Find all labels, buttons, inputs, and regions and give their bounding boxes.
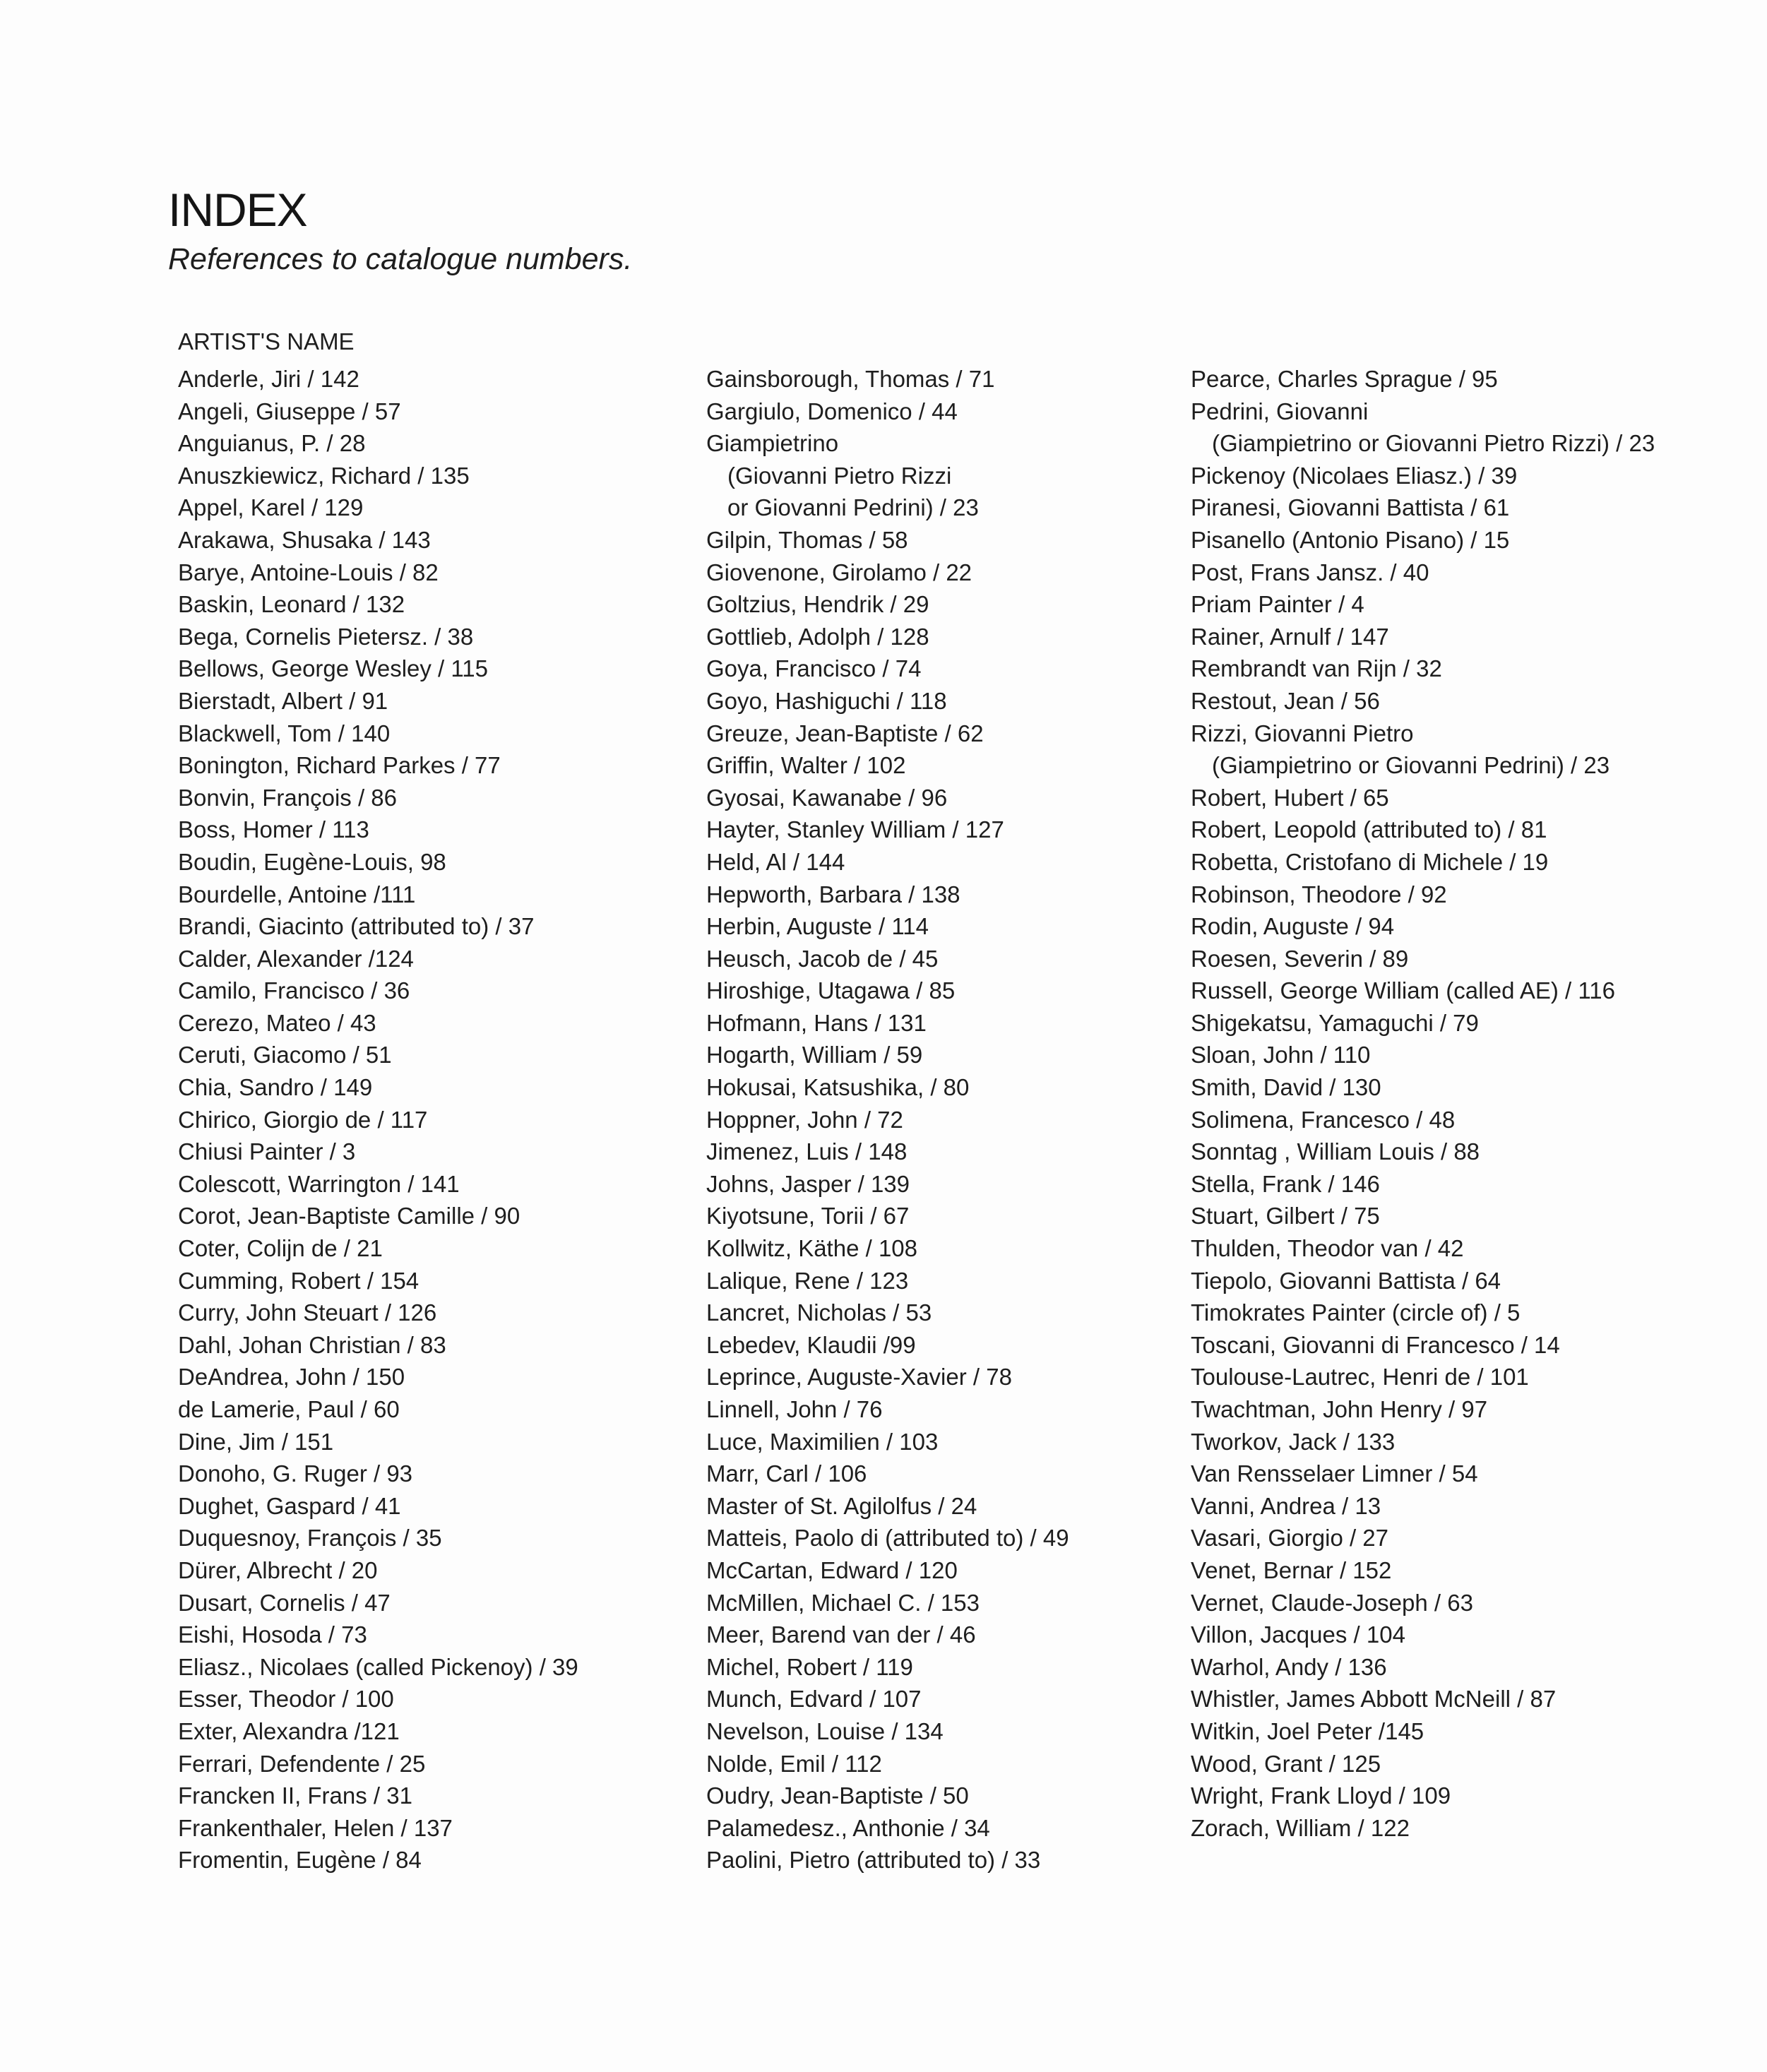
index-entry: Hogarth, William / 59 <box>706 1042 923 1068</box>
index-entry: Bierstadt, Albert / 91 <box>178 687 388 714</box>
index-entry: Chiusi Painter / 3 <box>178 1138 356 1165</box>
index-entry: Cumming, Robert / 154 <box>178 1267 420 1294</box>
index-entry: Chia, Sandro / 149 <box>178 1074 373 1101</box>
index-entry: Anguianus, P. / 28 <box>178 430 366 457</box>
index-entry: Exter, Alexandra /121 <box>178 1717 400 1744</box>
index-entry: Robetta, Cristofano di Michele / 19 <box>1191 848 1549 875</box>
index-entry: Boss, Homer / 113 <box>178 816 369 843</box>
index-entry: Baskin, Leonard / 132 <box>178 591 405 618</box>
index-entry: Fromentin, Eugène / 84 <box>178 1847 422 1874</box>
index-entry: Priam Painter / 4 <box>1191 591 1364 618</box>
index-entry: Johns, Jasper / 139 <box>706 1170 910 1197</box>
index-entry: Robert, Hubert / 65 <box>1191 784 1389 811</box>
index-entry: Curry, John Steuart / 126 <box>178 1299 437 1326</box>
index-entry: Shigekatsu, Yamaguchi / 79 <box>1191 1009 1479 1036</box>
index-entry: Eishi, Hosoda / 73 <box>178 1621 367 1648</box>
index-entry: Tiepolo, Giovanni Battista / 64 <box>1191 1267 1501 1294</box>
index-entry: Pearce, Charles Sprague / 95 <box>1191 366 1498 392</box>
index-entry: Griffin, Walter / 102 <box>706 752 906 779</box>
column-header: ARTIST'S NAME <box>178 328 355 355</box>
index-entry: Gilpin, Thomas / 58 <box>706 526 908 553</box>
index-entry: Warhol, Andy / 136 <box>1191 1653 1387 1680</box>
index-entry: Coter, Colijn de / 21 <box>178 1235 383 1262</box>
index-entry: Rembrandt van Rijn / 32 <box>1191 655 1442 682</box>
index-entry: Robinson, Theodore / 92 <box>1191 881 1447 907</box>
index-entry: Herbin, Auguste / 114 <box>706 913 929 940</box>
index-entry: Donoho, G. Ruger / 93 <box>178 1460 413 1487</box>
index-entry: Munch, Edvard / 107 <box>706 1686 922 1713</box>
index-entry: Wood, Grant / 125 <box>1191 1750 1381 1777</box>
index-entry: Venet, Bernar / 152 <box>1191 1556 1392 1583</box>
index-entry: Cerezo, Mateo / 43 <box>178 1009 376 1036</box>
index-entry: Anderle, Jiri / 142 <box>178 366 359 392</box>
index-entry: Corot, Jean-Baptiste Camille / 90 <box>178 1203 520 1229</box>
index-entry: Vernet, Claude-Joseph / 63 <box>1191 1589 1473 1616</box>
index-entry: Van Rensselaer Limner / 54 <box>1191 1460 1478 1487</box>
page-title: INDEX <box>168 184 307 236</box>
index-entry: Greuze, Jean-Baptiste / 62 <box>706 720 984 746</box>
index-entry: Gainsborough, Thomas / 71 <box>706 366 995 392</box>
index-entry: Rainer, Arnulf / 147 <box>1191 623 1389 650</box>
index-entry: Dahl, Johan Christian / 83 <box>178 1331 446 1358</box>
index-entry: Calder, Alexander /124 <box>178 945 414 972</box>
index-entry: Giovenone, Girolamo / 22 <box>706 559 972 585</box>
index-entry: Angeli, Giuseppe / 57 <box>178 398 401 424</box>
index-entry: Eliasz., Nicolaes (called Pickenoy) / 39 <box>178 1653 578 1680</box>
index-entry: Piranesi, Giovanni Battista / 61 <box>1191 494 1510 521</box>
index-entry: Palamedesz., Anthonie / 34 <box>706 1814 990 1841</box>
index-entry: Hokusai, Katsushika, / 80 <box>706 1074 970 1101</box>
index-entry: Chirico, Giorgio de / 117 <box>178 1106 428 1133</box>
index-entry: Goltzius, Hendrik / 29 <box>706 591 929 618</box>
index-entry: Hepworth, Barbara / 138 <box>706 881 960 907</box>
index-entry: or Giovanni Pedrini) / 23 <box>727 494 979 521</box>
index-entry: Nolde, Emil / 112 <box>706 1750 882 1777</box>
index-entry: Luce, Maximilien / 103 <box>706 1428 939 1455</box>
index-entry: Heusch, Jacob de / 45 <box>706 945 939 972</box>
index-entry: Bellows, George Wesley / 115 <box>178 655 488 682</box>
index-entry: Blackwell, Tom / 140 <box>178 720 391 746</box>
index-entry: Hiroshige, Utagawa / 85 <box>706 977 956 1004</box>
index-entry: Russell, George William (called AE) / 116 <box>1191 977 1615 1004</box>
index-entry: Matteis, Paolo di (attributed to) / 49 <box>706 1525 1069 1552</box>
index-entry: McCartan, Edward / 120 <box>706 1556 958 1583</box>
index-entry: Oudry, Jean-Baptiste / 50 <box>706 1782 969 1809</box>
index-entry: Bonington, Richard Parkes / 77 <box>178 752 501 779</box>
index-entry: Pickenoy (Nicolaes Eliasz.) / 39 <box>1191 462 1518 489</box>
index-entry: Francken II, Frans / 31 <box>178 1782 412 1809</box>
index-column-3 <box>1191 363 1655 1844</box>
index-entry: Hayter, Stanley William / 127 <box>706 816 1004 843</box>
index-entry: Roesen, Severin / 89 <box>1191 945 1409 972</box>
index-entry: Thulden, Theodor van / 42 <box>1191 1235 1464 1262</box>
index-entry: Anuszkiewicz, Richard / 135 <box>178 462 470 489</box>
index-entry: Barye, Antoine-Louis / 82 <box>178 559 439 585</box>
index-entry: Pisanello (Antonio Pisano) / 15 <box>1191 526 1510 553</box>
index-entry: Ferrari, Defendente / 25 <box>178 1750 426 1777</box>
index-entry: Villon, Jacques / 104 <box>1191 1621 1405 1648</box>
index-entry: Kollwitz, Käthe / 108 <box>706 1235 917 1262</box>
index-entry: DeAndrea, John / 150 <box>178 1364 405 1391</box>
index-entry: Bonvin, François / 86 <box>178 784 397 811</box>
page-subtitle: References to catalogue numbers. <box>168 242 633 276</box>
index-entry: Whistler, James Abbott McNeill / 87 <box>1191 1686 1557 1713</box>
index-entry: Stella, Frank / 146 <box>1191 1170 1380 1197</box>
index-entry: Gottlieb, Adolph / 128 <box>706 623 929 650</box>
index-entry: Sloan, John / 110 <box>1191 1042 1371 1068</box>
index-entry: Rodin, Auguste / 94 <box>1191 913 1395 940</box>
index-entry: Rizzi, Giovanni Pietro <box>1191 720 1414 746</box>
index-entry: Paolini, Pietro (attributed to) / 33 <box>706 1847 1041 1874</box>
index-entry: (Giampietrino or Giovanni Pietro Rizzi) / 23 <box>1212 430 1655 457</box>
index-entry: Goya, Francisco / 74 <box>706 655 922 682</box>
index-entry: Colescott, Warrington / 141 <box>178 1170 460 1197</box>
index-entry: Dusart, Cornelis / 47 <box>178 1589 391 1616</box>
index-entry: Lebedev, Klaudii /99 <box>706 1331 916 1358</box>
index-entry: Goyo, Hashiguchi / 118 <box>706 687 947 714</box>
index-entry: Appel, Karel / 129 <box>178 494 364 521</box>
index-entry: Solimena, Francesco / 48 <box>1191 1106 1456 1133</box>
index-entry: (Giovanni Pietro Rizzi <box>727 462 952 489</box>
index-entry: Hofmann, Hans / 131 <box>706 1009 927 1036</box>
index-entry: Frankenthaler, Helen / 137 <box>178 1814 453 1841</box>
index-entry: Arakawa, Shusaka / 143 <box>178 526 431 553</box>
index-entry: Timokrates Painter (circle of) / 5 <box>1191 1299 1521 1326</box>
index-entry: Duquesnoy, François / 35 <box>178 1525 442 1552</box>
index-entry: Bega, Cornelis Pietersz. / 38 <box>178 623 474 650</box>
index-entry: Toulouse-Lautrec, Henri de / 101 <box>1191 1364 1529 1391</box>
index-entry: Kiyotsune, Torii / 67 <box>706 1203 910 1229</box>
index-entry: Hoppner, John / 72 <box>706 1106 903 1133</box>
index-entry: Smith, David / 130 <box>1191 1074 1381 1101</box>
index-entry: Ceruti, Giacomo / 51 <box>178 1042 392 1068</box>
index-entry: Leprince, Auguste-Xavier / 78 <box>706 1364 1012 1391</box>
index-entry: Witkin, Joel Peter /145 <box>1191 1717 1424 1744</box>
index-entry: Master of St. Agilolfus / 24 <box>706 1492 977 1519</box>
index-entry: Dine, Jim / 151 <box>178 1428 334 1455</box>
index-entry: Wright, Frank Lloyd / 109 <box>1191 1782 1451 1809</box>
index-column-1 <box>178 363 578 1876</box>
index-entry: Esser, Theodor / 100 <box>178 1686 394 1713</box>
index-entry: Robert, Leopold (attributed to) / 81 <box>1191 816 1547 843</box>
index-entry: Dughet, Gaspard / 41 <box>178 1492 401 1519</box>
index-entry: Pedrini, Giovanni <box>1191 398 1369 424</box>
index-entry: Post, Frans Jansz. / 40 <box>1191 559 1429 585</box>
index-entry: Stuart, Gilbert / 75 <box>1191 1203 1380 1229</box>
index-entry: Twachtman, John Henry / 97 <box>1191 1396 1488 1422</box>
index-entry: Brandi, Giacinto (attributed to) / 37 <box>178 913 535 940</box>
index-entry: Boudin, Eugène-Louis, 98 <box>178 848 446 875</box>
index-entry: Meer, Barend van der / 46 <box>706 1621 976 1648</box>
index-entry: Tworkov, Jack / 133 <box>1191 1428 1396 1455</box>
index-entry: de Lamerie, Paul / 60 <box>178 1396 400 1422</box>
index-entry: Marr, Carl / 106 <box>706 1460 867 1487</box>
index-entry: Bourdelle, Antoine /111 <box>178 881 416 907</box>
index-entry: Sonntag , William Louis / 88 <box>1191 1138 1480 1165</box>
index-entry: Vanni, Andrea / 13 <box>1191 1492 1381 1519</box>
index-entry: McMillen, Michael C. / 153 <box>706 1589 980 1616</box>
index-entry: Nevelson, Louise / 134 <box>706 1717 944 1744</box>
index-entry: Jimenez, Luis / 148 <box>706 1138 908 1165</box>
index-entry: Giampietrino <box>706 430 839 457</box>
index-entry: (Giampietrino or Giovanni Pedrini) / 23 <box>1212 752 1610 779</box>
index-entry: Held, Al / 144 <box>706 848 845 875</box>
index-column-2 <box>706 363 1069 1876</box>
index-entry: Lancret, Nicholas / 53 <box>706 1299 932 1326</box>
index-entry: Vasari, Giorgio / 27 <box>1191 1525 1389 1552</box>
index-entry: Linnell, John / 76 <box>706 1396 883 1422</box>
index-entry: Dürer, Albrecht / 20 <box>178 1556 378 1583</box>
index-entry: Camilo, Francisco / 36 <box>178 977 410 1004</box>
index-entry: Restout, Jean / 56 <box>1191 687 1380 714</box>
index-entry: Michel, Robert / 119 <box>706 1653 913 1680</box>
index-entry: Zorach, William / 122 <box>1191 1814 1410 1841</box>
index-entry: Gargiulo, Domenico / 44 <box>706 398 958 424</box>
index-entry: Toscani, Giovanni di Francesco / 14 <box>1191 1331 1560 1358</box>
index-entry: Gyosai, Kawanabe / 96 <box>706 784 948 811</box>
index-entry: Lalique, Rene / 123 <box>706 1267 909 1294</box>
